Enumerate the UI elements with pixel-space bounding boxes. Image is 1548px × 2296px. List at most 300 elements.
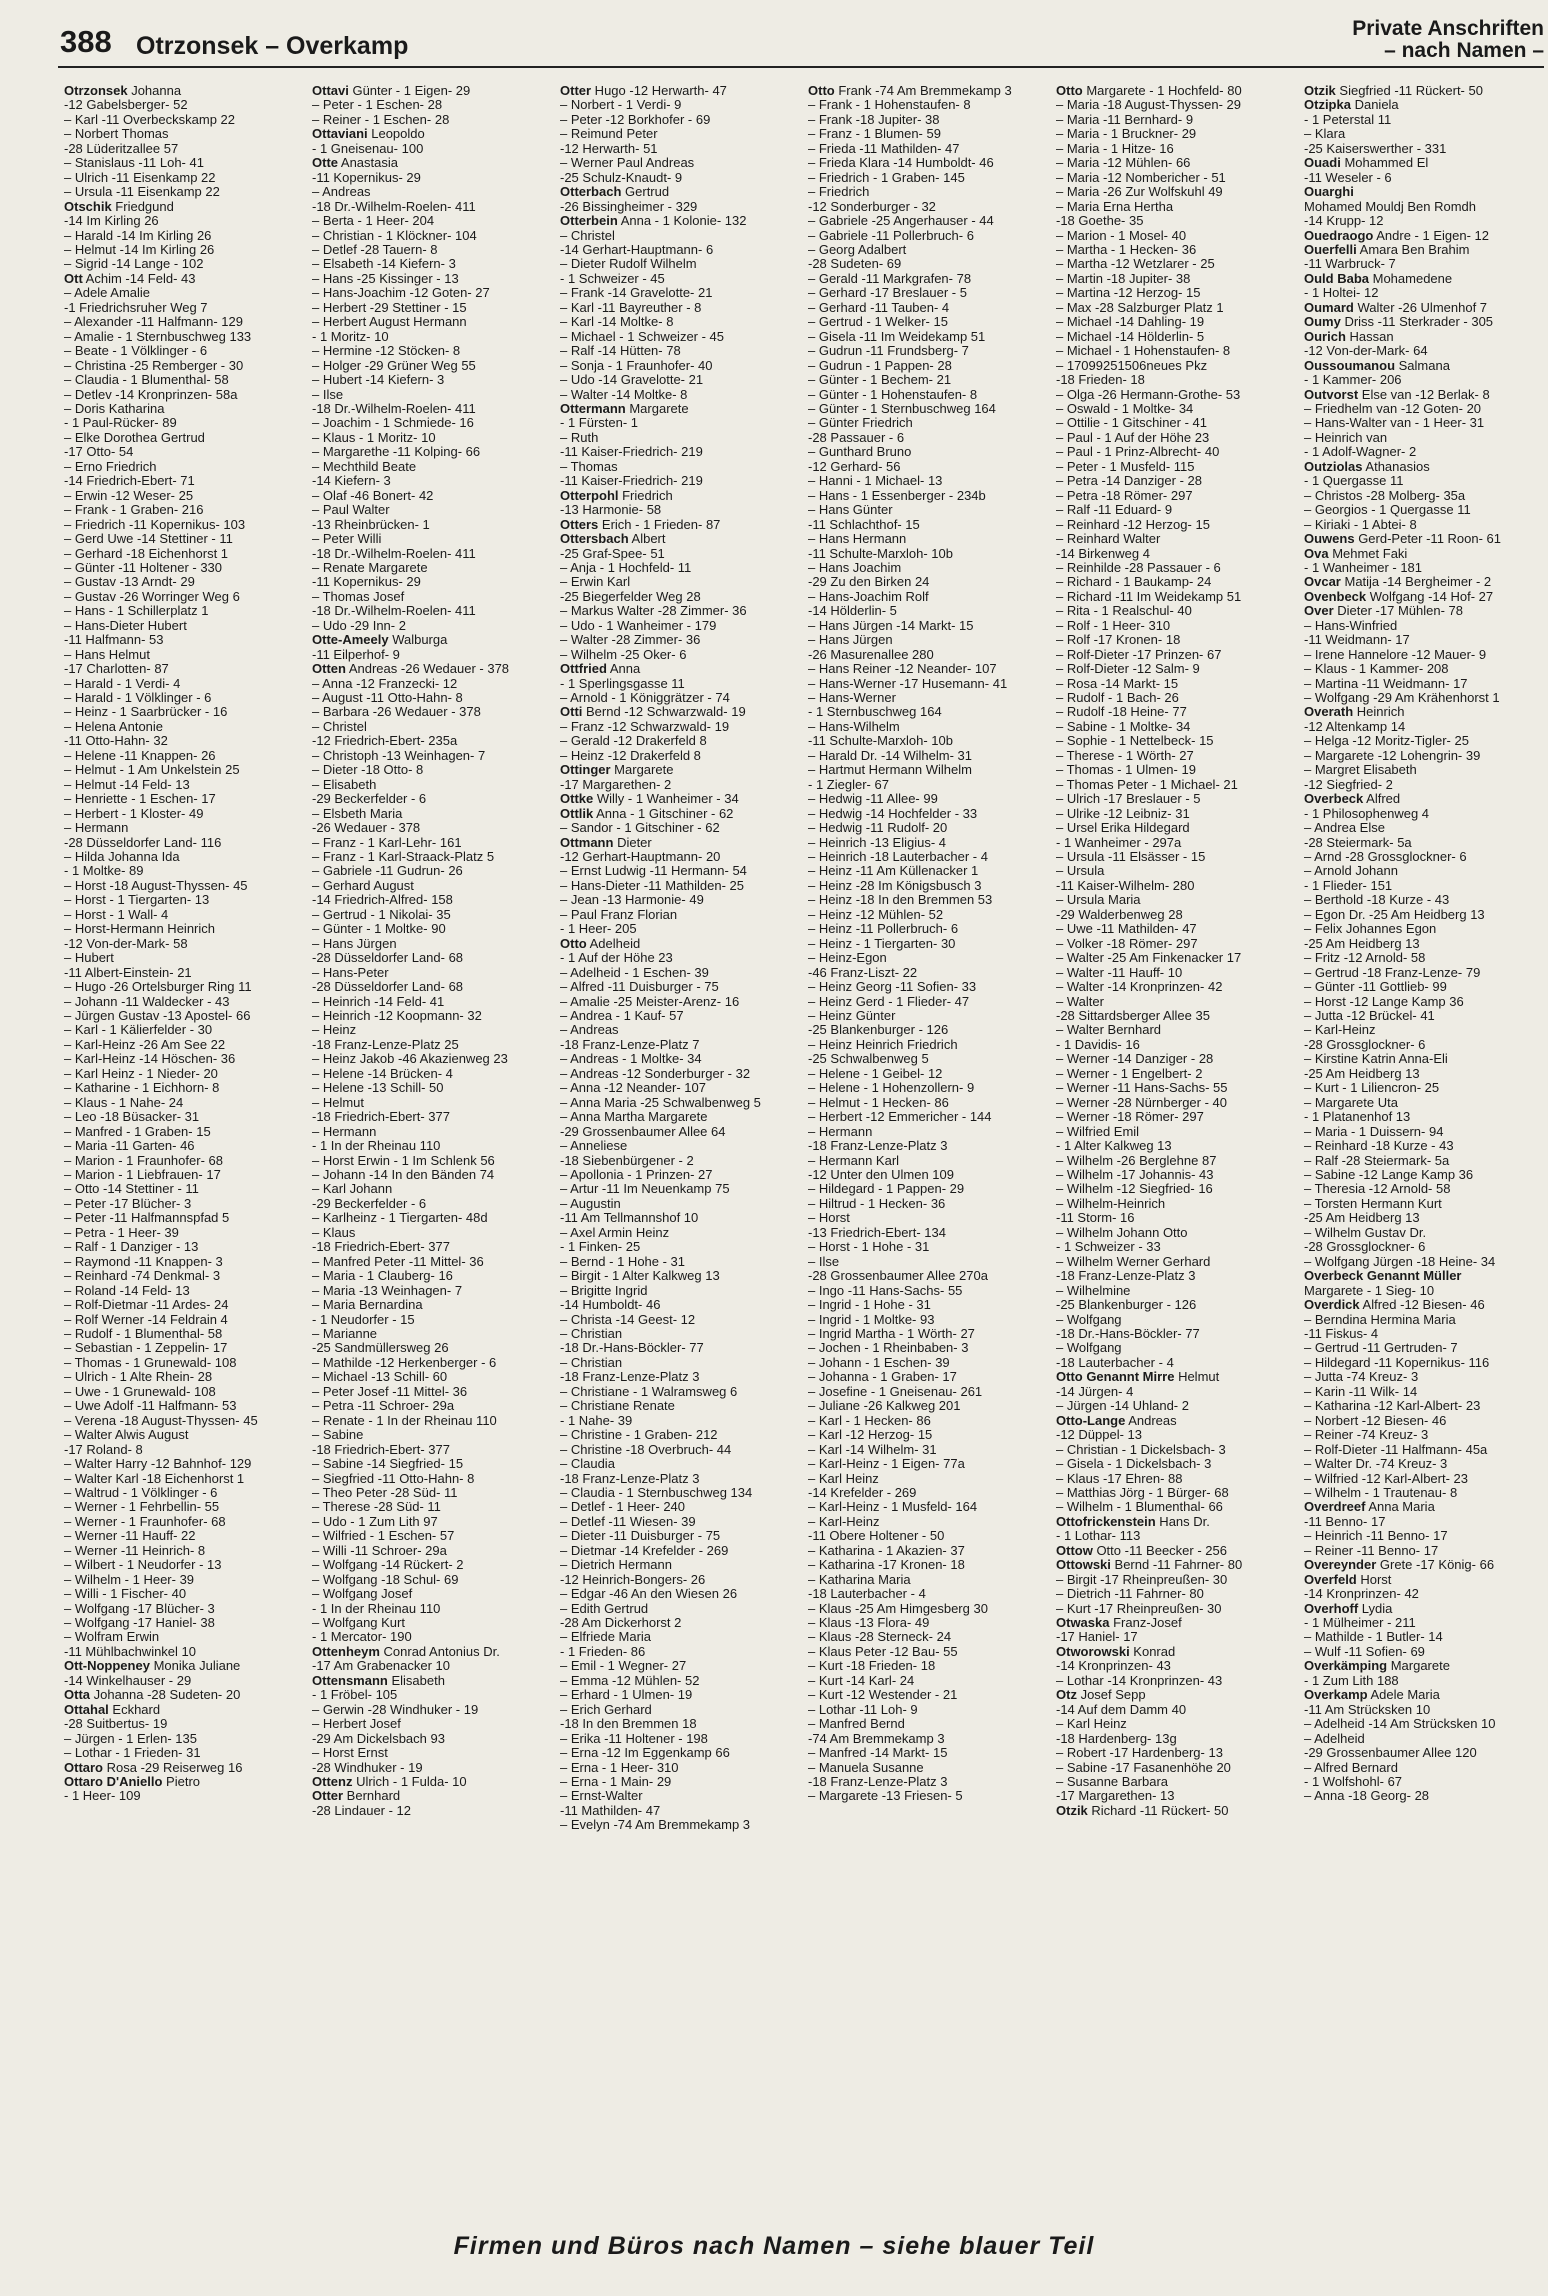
directory-entry: – Heinz -11 Am Küllenacker 1: [808, 864, 979, 879]
directory-entry: - 1 Quergasse 11: [1304, 474, 1404, 489]
directory-entry: -18 Franz-Lenze-Platz 25: [312, 1037, 459, 1052]
directory-entry: – Horst - 1 Tiergarten- 13: [64, 893, 210, 908]
directory-entry: – Rudolf - 1 Bach- 26: [1056, 691, 1179, 706]
directory-entry: – Oswald - 1 Moltke- 34: [1056, 401, 1194, 416]
directory-entry: - 1 Mercator- 190: [312, 1630, 412, 1645]
directory-entry: – Frieda Klara -14 Humboldt- 46: [808, 156, 994, 171]
directory-entry: – Wilhelm-Heinrich: [1056, 1196, 1166, 1211]
directory-entry: – Manfred Bernd: [808, 1717, 905, 1732]
directory-entry: – Otto -14 Stettiner - 11: [64, 1182, 199, 1197]
directory-entry: -11 Fiskus- 4: [1304, 1326, 1379, 1341]
directory-entry: - 1 Paul-Rücker- 89: [64, 416, 177, 431]
directory-entry: – Wilbert - 1 Neudorfer - 13: [64, 1558, 222, 1573]
directory-entry: -18 Dr.-Hans-Böckler- 77: [1056, 1326, 1200, 1341]
directory-entry: – Adelheid: [1304, 1731, 1365, 1746]
directory-entry: – Petra -14 Danziger - 28: [1056, 474, 1202, 489]
directory-entry: – Wilhelm Johann Otto: [1056, 1225, 1188, 1240]
directory-entry: – Hans Helmut: [64, 647, 150, 662]
directory-entry: – Hans-Werner: [808, 691, 896, 706]
directory-entry: – Heinz Gerd - 1 Flieder- 47: [808, 994, 970, 1009]
directory-entry: – Adelheid - 1 Eschen- 39: [560, 965, 709, 980]
directory-entry: – Wilfried Emil: [1056, 1124, 1140, 1139]
directory-entry: – Hans Hermann: [808, 532, 907, 547]
directory-entry: – Gabriele -25 Angerhauser - 44: [808, 214, 994, 229]
directory-entry: – Johann -11 Waldecker - 43: [64, 994, 230, 1009]
surname-entry: Outvorst Else van -12 Berlak- 8: [1304, 387, 1490, 402]
directory-entry: – Claudia - 1 Sternbuschweg 134: [560, 1485, 753, 1500]
directory-entry: -18 Dr.-Wilhelm-Roelen- 411: [312, 199, 476, 214]
directory-entry: – Günter Friedrich: [808, 416, 913, 431]
surname-entry: Ott-Noppeney Monika Juliane: [64, 1659, 241, 1674]
directory-entry: – Sabine - 1 Moltke- 34: [1056, 719, 1191, 734]
directory-entry: – Wilhelm Gustav Dr.: [1304, 1225, 1427, 1240]
directory-entry: – Elisabeth: [312, 777, 377, 792]
directory-entry: – Herbert -29 Stettiner - 15: [312, 300, 467, 315]
directory-entry: – Ingrid - 1 Moltke- 93: [808, 1312, 935, 1327]
directory-entry: – Walter: [1056, 994, 1104, 1009]
directory-entry: – Andreas -12 Sonderburger - 32: [560, 1066, 751, 1081]
surname-entry: Otti Bernd -12 Schwarzwald- 19: [560, 705, 746, 720]
directory-entry: – Renate - 1 In der Rheinau 110: [312, 1413, 497, 1428]
directory-entry: – Werner -11 Hauff- 22: [64, 1529, 196, 1544]
directory-entry: – Ulrich - 1 Alte Rhein- 28: [64, 1370, 213, 1385]
surname-entry: Otwaska Franz-Josef: [1056, 1616, 1182, 1631]
directory-entry: – Heinz -28 Im Königsbusch 3: [808, 878, 982, 893]
directory-entry: – Kirstine Katrin Anna-Eli: [1304, 1052, 1448, 1067]
directory-entry: -12 Altenkamp 14: [1304, 719, 1406, 734]
surname-entry: Ottaro Rosa -29 Reiserweg 16: [64, 1760, 243, 1775]
directory-entry: – Gustav -13 Arndt- 29: [64, 575, 195, 590]
directory-entry: – Paul - 1 Prinz-Albrecht- 40: [1056, 445, 1220, 460]
directory-entry: - 1 Flieder- 151: [1304, 878, 1393, 893]
directory-entry: – Wolfgang: [1056, 1312, 1122, 1327]
directory-entry: – Heinz -18 In den Bremmen 53: [808, 893, 993, 908]
directory-entry: – Christina -25 Remberger - 30: [64, 358, 244, 373]
directory-entry: -18 Hardenberg- 13g: [1056, 1731, 1177, 1746]
directory-entry: – Gertrud -11 Gertruden- 7: [1304, 1341, 1458, 1356]
surname-entry: Overbeck Genannt Müller: [1304, 1269, 1462, 1284]
directory-entry: – Friedrich: [808, 185, 870, 200]
directory-entry: – Hugo -26 Ortelsburger Ring 11: [64, 980, 252, 995]
directory-entry: – Michael - 1 Schweizer - 45: [560, 329, 725, 344]
directory-entry: – Renate Margarete: [312, 560, 428, 575]
directory-entry: – Maria -18 August-Thyssen- 29: [1056, 98, 1241, 113]
directory-entry: – Ralf -11 Eduard- 9: [1056, 503, 1173, 518]
directory-entry: – Karl -12 Herzog- 15: [808, 1428, 933, 1443]
directory-entry: – Hildegard - 1 Pappen- 29: [808, 1182, 965, 1197]
directory-entry: – Christos -28 Molberg- 35a: [1304, 488, 1466, 503]
directory-entry: – Alfred Bernard: [1304, 1760, 1398, 1775]
surname-entry: Ottinger Margarete: [560, 763, 674, 778]
directory-entry: -25 Blankenburger - 126: [1056, 1298, 1197, 1313]
directory-entry: – Gustav -26 Worringer Weg 6: [64, 589, 240, 604]
directory-entry: – Günter -11 Holtener - 330: [64, 560, 223, 575]
directory-entry: -25 Graf-Spee- 51: [560, 546, 665, 561]
surname-entry: Over Dieter -17 Mühlen- 78: [1304, 604, 1463, 619]
directory-entry: -14 Kiefern- 3: [312, 474, 391, 489]
directory-entry: – Helene -13 Schill- 50: [312, 1081, 444, 1096]
directory-entry: – Herbert August Hermann: [312, 315, 467, 330]
directory-entry: - 1 Philosophenweg 4: [1304, 806, 1430, 821]
directory-entry: – Felix Johannes Egon: [1304, 922, 1437, 937]
directory-entry: – Horst Ernst: [312, 1746, 388, 1761]
directory-entry: -11 Am Strücksken 10: [1304, 1702, 1431, 1717]
directory-entry: – Ralf -14 Hütten- 78: [560, 344, 681, 359]
directory-entry: -12 Heinrich-Bongers- 26: [560, 1572, 706, 1587]
directory-entry: – Marion - 1 Liebfrauen- 17: [64, 1167, 221, 1182]
directory-entry: – Rolf Werner -14 Feldrain 4: [64, 1312, 228, 1327]
directory-entry: -26 Wedauer - 378: [312, 821, 421, 836]
directory-entry: – Reinhard Walter: [1056, 532, 1161, 547]
directory-entry: -46 Franz-Liszt- 22: [808, 965, 918, 980]
directory-entry: – Michael - 1 Hohenstaufen- 8: [1056, 344, 1231, 359]
directory-entry: – Peter - 1 Musfeld- 115: [1056, 459, 1195, 474]
surname-entry: Otte-Ameely Walburga: [312, 633, 448, 648]
surname-entry: Ottenheym Conrad Antonius Dr.: [312, 1644, 500, 1659]
directory-entry: -18 Franz-Lenze-Platz 7: [560, 1037, 700, 1052]
directory-entry: -14 Auf dem Damm 40: [1056, 1702, 1187, 1717]
directory-entry: – Jutta -74 Kreuz- 3: [1304, 1370, 1419, 1385]
directory-entry: -28 Grossglockner- 6: [1304, 1240, 1426, 1255]
directory-entry: – Karl-Heinz: [1304, 1023, 1376, 1038]
directory-entry: – Adelheid -14 Am Strücksken 10: [1304, 1717, 1496, 1732]
directory-entry: – Theresia -12 Arnold- 58: [1304, 1182, 1451, 1197]
directory-entry: – Hans-Dieter Hubert: [64, 618, 187, 633]
surname-entry: Otten Andreas -26 Wedauer - 378: [312, 662, 510, 677]
directory-entry: – Ralf -28 Steiermark- 5a: [1304, 1153, 1450, 1168]
directory-entry: – Mathilde - 1 Butler- 14: [1304, 1630, 1443, 1645]
directory-entry: – Marion - 1 Fraunhofer- 68: [64, 1153, 223, 1168]
directory-entry: – August -11 Otto-Hahn- 8: [312, 691, 463, 706]
directory-entry: – Reinhard -12 Herzog- 15: [1056, 517, 1210, 532]
directory-entry: -17 Margarethen- 2: [560, 777, 672, 792]
directory-entry: – Manfred - 1 Graben- 15: [64, 1124, 211, 1139]
directory-entry: -12 Gerhart-Hauptmann- 20: [560, 850, 721, 865]
directory-entry: – Werner -28 Nürnberger - 40: [1056, 1095, 1228, 1110]
directory-entry: – Edith Gertrud: [560, 1601, 649, 1616]
directory-entry: – Christian: [560, 1355, 623, 1370]
directory-column: [1056, 84, 1296, 2236]
page-footer: Firmen und Büros nach Namen – siehe blauer Teil: [453, 2232, 1095, 2260]
directory-entry: – Richard - 1 Baukamp- 24: [1056, 575, 1212, 590]
directory-entry: – Ulrike -12 Leibniz- 31: [1056, 806, 1190, 821]
directory-entry: – Klaus Peter -12 Bau- 55: [808, 1644, 958, 1659]
directory-entry: -17 Margarethen- 13: [1056, 1789, 1175, 1804]
directory-entry: – Maria -11 Garten- 46: [64, 1139, 195, 1154]
directory-entry: – Heinz-Egon: [808, 951, 887, 966]
directory-entry: – Karl-Heinz -14 Höschen- 36: [64, 1052, 236, 1067]
directory-entry: – Anna Martha Margarete: [560, 1110, 708, 1125]
directory-entry: – Anna -18 Georg- 28: [1304, 1789, 1430, 1804]
directory-entry: -29 Beckerfelder - 6: [312, 792, 427, 807]
directory-entry: -18 Dr.-Wilhelm-Roelen- 411: [312, 546, 476, 561]
directory-entry: – Christian - 1 Dickelsbach- 3: [1056, 1442, 1226, 1457]
directory-entry: -11 Eilperhof- 9: [312, 647, 400, 662]
directory-entry: – Frank -14 Gravelotte- 21: [560, 286, 713, 301]
directory-entry: -28 Düsseldorfer Land- 68: [312, 980, 464, 995]
directory-entry: – Andreas: [312, 185, 371, 200]
directory-entry: – Friedrich - 1 Graben- 145: [808, 170, 965, 185]
surname-entry: Otzipka Daniela: [1304, 98, 1399, 113]
directory-entry: -18 Franz-Lenze-Platz 3: [808, 1775, 948, 1790]
surname-entry: Ottensmann Elisabeth: [312, 1673, 445, 1688]
directory-entry: – Maria Erna Hertha: [1056, 199, 1174, 214]
directory-entry: – Sabine -14 Siegfried- 15: [312, 1457, 464, 1472]
directory-entry: – Gabriele -11 Pollerbruch- 6: [808, 228, 974, 243]
directory-entry: – Wolfgang -18 Schul- 69: [312, 1572, 459, 1587]
directory-entry: – Rolf-Dietmar -11 Ardes- 24: [64, 1298, 229, 1313]
directory-entry: – Max -28 Salzburger Platz 1: [1056, 300, 1224, 315]
directory-entry: – Walter Dr. -74 Kreuz- 3: [1304, 1457, 1448, 1472]
surname-entry: Overath Heinrich: [1304, 705, 1405, 720]
surname-entry: Ould Baba Mohamedene: [1304, 271, 1453, 286]
directory-entry: -12 Von-der-Mark- 64: [1304, 344, 1428, 359]
surname-entry: Ottmann Dieter: [560, 835, 652, 850]
directory-entry: - 1 Heer- 109: [64, 1789, 141, 1804]
directory-entry: - 1 Frieden- 86: [560, 1644, 646, 1659]
directory-entry: – 17099251506neues Pkz: [1056, 358, 1208, 373]
surname-entry: Otte Anastasia: [312, 156, 398, 171]
directory-entry: – Juliane -26 Kalkweg 201: [808, 1399, 961, 1414]
directory-entry: -29 Beckerfelder - 6: [312, 1196, 427, 1211]
surname-entry: Otto Frank -74 Am Bremmekamp 3: [808, 84, 1012, 98]
directory-entry: – Horst -18 August-Thyssen- 45: [64, 878, 248, 893]
surname-entry: Overdick Alfred -12 Biesen- 46: [1304, 1298, 1485, 1313]
directory-entry: – Arnold - 1 Königgrätzer - 74: [560, 691, 730, 706]
directory-entry: – Helena Antonie: [64, 719, 164, 734]
surname-entry: Otworowski Konrad: [1056, 1644, 1176, 1659]
surname-entry: Oussoumanou Salmana: [1304, 358, 1450, 373]
directory-entry: – Klaus: [312, 1225, 356, 1240]
directory-entry: – Thomas - 1 Ulmen- 19: [1056, 763, 1196, 778]
directory-entry: -18 Friedrich-Ebert- 377: [312, 1110, 450, 1125]
directory-entry: – Frank - 1 Hohenstaufen- 8: [808, 98, 971, 113]
directory-entry: – Heinrich van: [1304, 430, 1388, 445]
directory-entry: – Karl Johann: [312, 1182, 393, 1197]
directory-entry: -14 Krefelder - 269: [808, 1485, 917, 1500]
directory-entry: – Horst - 1 Hohe - 31: [808, 1240, 930, 1255]
directory-entry: – Christel: [312, 719, 367, 734]
directory-entry: -25 Am Heidberg 13: [1304, 936, 1420, 951]
directory-entry: – Henriette - 1 Eschen- 17: [64, 792, 216, 807]
directory-entry: – Ralf - 1 Danziger - 13: [64, 1240, 199, 1255]
directory-entry: -18 Franz-Lenze-Platz 3: [560, 1471, 700, 1486]
directory-entry: - 1 Nahe- 39: [560, 1413, 633, 1428]
directory-entry: -28 Steiermark- 5a: [1304, 835, 1412, 850]
page-header: [58, 17, 1544, 68]
directory-entry: – Olga -26 Hermann-Grothe- 53: [1056, 387, 1241, 402]
directory-entry: – Werner - 1 Fehrbellin- 55: [64, 1500, 220, 1515]
directory-entry: – Peter Willi: [312, 532, 382, 547]
directory-entry: -18 Friedrich-Ebert- 377: [312, 1240, 450, 1255]
directory-entry: – Maria -11 Bernhard- 9: [1056, 112, 1194, 127]
directory-entry: – Anneliese: [560, 1139, 628, 1154]
directory-entry: - 1 Lothar- 113: [1056, 1529, 1141, 1544]
directory-entry: – Anja - 1 Hochfeld- 11: [560, 560, 692, 575]
directory-entry: - 1 Wanheimer - 181: [1304, 560, 1423, 575]
directory-entry: – Karl-Heinz -26 Am See 22: [64, 1037, 226, 1052]
surname-entry: Ottahal Eckhard: [64, 1702, 161, 1717]
directory-entry: -25 Biegerfelder Weg 28: [560, 589, 701, 604]
directory-entry: – Erich Gerhard: [560, 1702, 652, 1717]
directory-entry: – Michael -14 Hölderlin- 5: [1056, 329, 1205, 344]
directory-entry: – Maria - 1 Bruckner- 29: [1056, 127, 1197, 142]
directory-entry: - 1 Finken- 25: [560, 1240, 641, 1255]
directory-entry: – Erwin -12 Weser- 25: [64, 488, 194, 503]
directory-entry: – Helmut -14 Im Kirling 26: [64, 242, 215, 257]
surname-entry: Ottaro D'Aniello Pietro: [64, 1775, 201, 1790]
directory-entry: – Karl - 1 Kälierfelder - 30: [64, 1023, 213, 1038]
directory-entry: – Dietrich -11 Fahrner- 80: [1056, 1587, 1204, 1602]
directory-entry: - 1 In der Rheinau 110: [312, 1139, 441, 1154]
directory-entry: – Emma -12 Mühlen- 52: [560, 1673, 700, 1688]
directory-entry: – Karin -11 Wilk- 14: [1304, 1384, 1418, 1399]
directory-entry: – Hans-Walter van - 1 Heer- 31: [1304, 416, 1485, 431]
surname-entry: Otz Josef Sepp: [1056, 1688, 1146, 1703]
directory-entry: – Frank -18 Jupiter- 38: [808, 112, 940, 127]
directory-entry: – Elsbeth Maria: [312, 806, 403, 821]
directory-entry: – Beate - 1 Völklinger - 6: [64, 344, 208, 359]
directory-entry: -25 Schwalbenweg 5: [808, 1052, 929, 1067]
directory-entry: – Karl -14 Wilhelm- 31: [808, 1442, 937, 1457]
surname-entry: Otterbein Anna - 1 Kolonie- 132: [560, 214, 747, 229]
directory-entry: - 1 Wolfshohl- 67: [1304, 1775, 1403, 1790]
directory-entry: – Reiner -11 Benno- 17: [1304, 1543, 1439, 1558]
directory-entry: -11 Kaiser-Friedrich- 219: [560, 445, 703, 460]
directory-entry: – Dietrich Hermann: [560, 1558, 672, 1573]
directory-entry: – Klaus - 1 Nahe- 24: [64, 1095, 184, 1110]
directory-entry: – Jean -13 Harmonie- 49: [560, 893, 704, 908]
directory-entry: – Amalie - 1 Sternbuschweg 133: [64, 329, 252, 344]
directory-entry: – Michael -13 Schill- 60: [312, 1370, 448, 1385]
directory-entry: -11 Kaiser-Wilhelm- 280: [1056, 878, 1195, 893]
directory-entry: – Berndina Hermina Maria: [1304, 1312, 1456, 1327]
directory-entry: – Wilhelm Werner Gerhard: [1056, 1254, 1211, 1269]
directory-entry: – Helene - 1 Geibel- 12: [808, 1066, 943, 1081]
directory-entry: -25 Kaiserswerther - 331: [1304, 141, 1447, 156]
directory-entry: – Klaus -17 Ehren- 88: [1056, 1471, 1183, 1486]
directory-entry: – Hermann: [808, 1124, 873, 1139]
directory-entry: -11 Halfmann- 53: [64, 633, 164, 648]
directory-entry: -28 Lindauer - 12: [312, 1803, 412, 1818]
directory-entry: – Horst Erwin - 1 Im Schlenk 56: [312, 1153, 495, 1168]
directory-entry: – Friedrich -11 Kopernikus- 103: [64, 517, 246, 532]
directory-entry: -11 Schulte-Marxloh- 10b: [808, 546, 953, 561]
directory-entry: – Hermann: [312, 1124, 377, 1139]
directory-entry: – Klaus -28 Sterneck- 24: [808, 1630, 952, 1645]
directory-entry: – Ilse: [312, 387, 344, 402]
directory-entry: -12 Herwarth- 51: [560, 141, 658, 156]
directory-entry: -29 Am Dickelsbach 93: [312, 1731, 445, 1746]
surname-entry: Ottaviani Leopoldo: [312, 127, 425, 142]
directory-entry: – Apollonia - 1 Prinzen- 27: [560, 1167, 713, 1182]
directory-entry: – Günter - 1 Moltke- 90: [312, 922, 446, 937]
directory-entry: – Margarethe -11 Kolping- 66: [312, 445, 481, 460]
page-number: 388: [60, 24, 112, 59]
directory-entry: – Martha - 1 Hecken- 36: [1056, 242, 1197, 257]
directory-entry: – Franz - 1 Blumen- 59: [808, 127, 941, 142]
directory-columns: [64, 84, 1544, 2236]
directory-entry: – Wolfgang -14 Rückert- 2: [312, 1558, 464, 1573]
directory-entry: -18 Lauterbacher - 4: [1056, 1355, 1174, 1370]
directory-entry: – Erna - 1 Main- 29: [560, 1775, 672, 1790]
directory-entry: -28 Düsseldorfer Land- 116: [64, 835, 222, 850]
directory-entry: – Herbert -12 Emmericher - 144: [808, 1110, 992, 1125]
directory-entry: -28 Suitbertus- 19: [64, 1717, 168, 1732]
directory-entry: -11 Schulte-Marxloh- 10b: [808, 734, 953, 749]
directory-entry: – Frieda -11 Mathilden- 47: [808, 141, 960, 156]
directory-entry: – Marianne: [312, 1326, 378, 1341]
surname-entry: Overdreef Anna Maria: [1304, 1500, 1435, 1515]
directory-entry: – Udo - 1 Wanheimer - 179: [560, 618, 717, 633]
directory-entry: – Karl -14 Moltke- 8: [560, 315, 674, 330]
directory-entry: – Hans - 1 Essenberger - 234b: [808, 488, 986, 503]
directory-entry: – Margarete -13 Friesen- 5: [808, 1789, 963, 1804]
directory-entry: – Bernd - 1 Hohe - 31: [560, 1254, 686, 1269]
directory-entry: -18 Franz-Lenze-Platz 3: [560, 1370, 700, 1385]
directory-entry: – Arnd -28 Grossglockner- 6: [1304, 850, 1467, 865]
directory-entry: – Gerald -11 Markgrafen- 78: [808, 271, 972, 286]
directory-entry: – Jürgen -14 Uhland- 2: [1056, 1399, 1189, 1414]
directory-entry: – Gertrud - 1 Welker- 15: [808, 315, 948, 330]
directory-entry: - 1 Gneisenau- 100: [312, 141, 424, 156]
directory-entry: – Günter - 1 Sternbuschweg 164: [808, 401, 996, 416]
directory-entry: – Marion - 1 Mosel- 40: [1056, 228, 1187, 243]
directory-entry: – Helmut - 1 Hecken- 86: [808, 1095, 949, 1110]
directory-entry: – Berthold -18 Kurze - 43: [1304, 893, 1450, 908]
surname-entry: Ottowski Bernd -11 Fahrner- 80: [1056, 1558, 1243, 1573]
directory-column: [808, 84, 1048, 2236]
directory-entry: – Christoph -13 Weinhagen- 7: [312, 748, 486, 763]
directory-column: [64, 84, 304, 2236]
directory-entry: – Olaf -46 Bonert- 42: [312, 488, 434, 503]
directory-entry: – Paul - 1 Auf der Höhe 23: [1056, 430, 1210, 445]
surname-entry: Overkämping Margarete: [1304, 1659, 1450, 1674]
directory-entry: - 1 Holtei- 12: [1304, 286, 1379, 301]
directory-entry: -28 Sudeten- 69: [808, 257, 902, 272]
directory-entry: – Wilhelm -17 Johannis- 43: [1056, 1167, 1214, 1182]
directory-entry: – Hans-Wilhelm: [808, 719, 900, 734]
directory-entry: - 1 Auf der Höhe 23: [560, 951, 673, 966]
directory-entry: -14 Humboldt- 46: [560, 1298, 661, 1313]
surname-entry: Ouerfelli Amara Ben Brahim: [1304, 242, 1470, 257]
surname-entry: Ottlik Anna - 1 Gitschiner - 62: [560, 806, 734, 821]
directory-entry: – Elsabeth -14 Kiefern- 3: [312, 257, 456, 272]
directory-entry: -12 Unter den Ulmen 109: [808, 1167, 954, 1182]
directory-entry: -26 Masurenallee 280: [808, 647, 934, 662]
directory-entry: – Sophie - 1 Nettelbeck- 15: [1056, 734, 1214, 749]
surname-entry: Ott Achim -14 Feld- 43: [64, 271, 196, 286]
directory-entry: – Rolf-Dieter -17 Prinzen- 67: [1056, 647, 1222, 662]
surname-entry: Ottermann Margarete: [560, 401, 689, 416]
directory-entry: – Norbert - 1 Verdi- 9: [560, 98, 682, 113]
directory-entry: – Ingrid Martha - 1 Wörth- 27: [808, 1326, 975, 1341]
directory-entry: – Siegfried -11 Otto-Hahn- 8: [312, 1471, 475, 1486]
directory-entry: – Kurt -18 Frieden- 18: [808, 1659, 936, 1674]
directory-entry: – Harald - 1 Völklinger - 6: [64, 691, 212, 706]
directory-entry: – Ursula Maria: [1056, 893, 1141, 908]
directory-entry: - 1 Sperlingsgasse 11: [560, 676, 685, 691]
directory-entry: – Sebastian - 1 Zeppelin- 17: [64, 1341, 228, 1356]
directory-entry: – Karl - 1 Hecken- 86: [808, 1413, 931, 1428]
directory-entry: - 1 Fürsten- 1: [560, 416, 639, 431]
directory-entry: – Karl-Heinz: [808, 1514, 880, 1529]
directory-entry: -11 Benno- 17: [1304, 1514, 1386, 1529]
directory-entry: -14 Jürgen- 4: [1056, 1384, 1134, 1399]
directory-entry: – Johann -14 In den Bänden 74: [312, 1167, 495, 1182]
surname-entry: Oumard Walter -26 Ulmenhof 7: [1304, 300, 1488, 315]
directory-entry: - 1 Fröbel- 105: [312, 1688, 398, 1703]
